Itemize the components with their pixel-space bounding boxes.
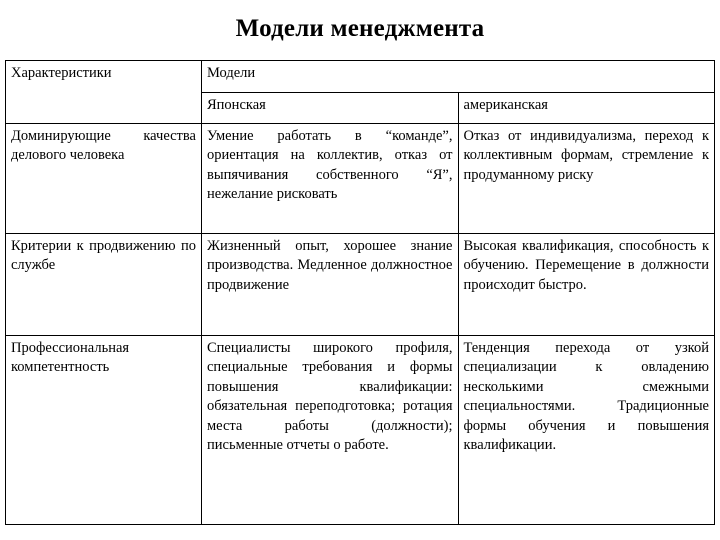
cell-characteristic bbox=[6, 124, 202, 234]
cell-american bbox=[458, 336, 715, 525]
american-text: Высокая квалификация, способность к обучению. Перемещение в должности происходит быстро. bbox=[463, 238, 709, 293]
characteristic-text: Доминирующие качества делового человека bbox=[11, 128, 196, 164]
header-cell-characteristics bbox=[6, 61, 202, 124]
page-title: Модели менеджмента bbox=[235, 15, 485, 42]
table-row bbox=[6, 234, 715, 336]
header-models-label: Модели bbox=[207, 65, 256, 81]
japanese-text: Жизненный опыт, хорошее знание производства. Медленное должностное продвижение bbox=[207, 238, 453, 293]
japanese-text: Умение работать в “команде”, ориентация на коллектив, отказ от выпячивания собственного “Я”, нежелание рисковать bbox=[207, 128, 453, 203]
cell-characteristic bbox=[6, 234, 202, 336]
cell-characteristic bbox=[6, 336, 202, 525]
header-japanese-label: Японская bbox=[207, 97, 266, 113]
header-characteristics-label: Характеристики bbox=[11, 65, 112, 81]
header-cell-american bbox=[458, 93, 715, 124]
header-american-label: американская bbox=[463, 97, 548, 113]
cell-japanese bbox=[202, 336, 459, 525]
management-models-table bbox=[5, 60, 715, 525]
american-text: Тенденция перехода от узкой специализации к овладению несколькими смежными специальностями. Традиционные формы обучения и повышения квалификации. bbox=[463, 340, 709, 454]
header-cell-models bbox=[202, 61, 715, 93]
cell-japanese bbox=[202, 124, 459, 234]
table-header-row-top bbox=[6, 61, 715, 93]
header-cell-japanese bbox=[202, 93, 459, 124]
characteristic-text: Профессиональная компетентность bbox=[11, 340, 130, 376]
american-text: Отказ от индивидуализма, переход к коллективным формам, стремление к продуманному риску bbox=[463, 128, 709, 183]
japanese-text: Специалисты широкого профиля, специальные требования и формы повышения квалификации: обязательная переподготовка; ротация места работы (должности); письменные отчеты о работе. bbox=[207, 340, 453, 454]
cell-american bbox=[458, 124, 715, 234]
cell-japanese bbox=[202, 234, 459, 336]
table-row bbox=[6, 124, 715, 234]
table-row bbox=[6, 336, 715, 525]
cell-american bbox=[458, 234, 715, 336]
management-models-table-wrapper bbox=[5, 60, 715, 525]
characteristic-text: Критерии к продвижению по службе bbox=[11, 238, 196, 274]
